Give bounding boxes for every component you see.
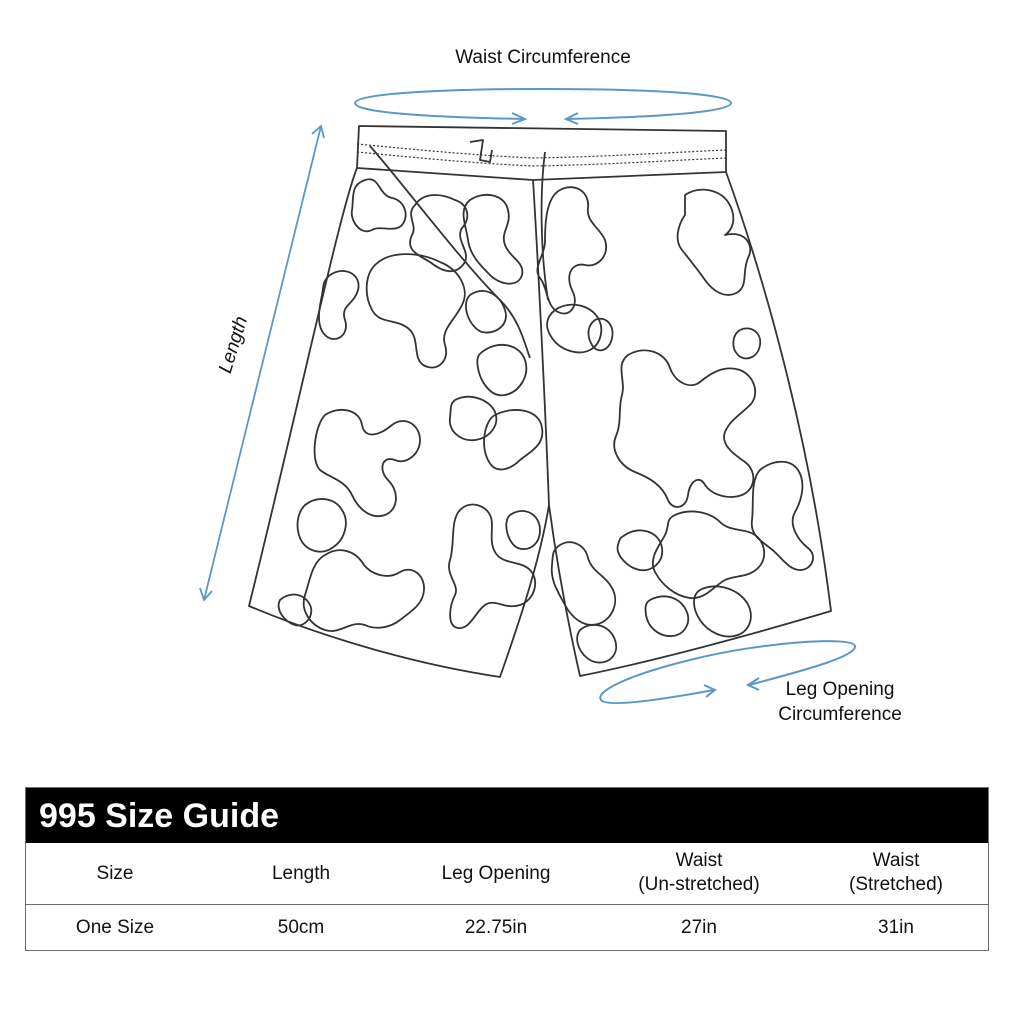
column-header-waist-unstretched-line2: (Un-stretched) <box>638 874 760 895</box>
column-header-waist-unstretched <box>594 843 804 904</box>
length-label: Length <box>215 313 253 376</box>
cell-size: One Size <box>75 917 155 938</box>
leg-opening-label-line2: Circumference <box>778 704 902 725</box>
table-row <box>26 905 988 951</box>
column-header-waist-unstretched-line1: Waist <box>675 850 723 871</box>
column-header-leg-opening: Leg Opening <box>441 862 551 884</box>
size-guide-table <box>25 787 989 951</box>
column-header-waist-stretched-line2: (Stretched) <box>849 874 943 895</box>
cell-length: 50cm <box>277 917 325 938</box>
size-guide-title: 995 Size Guide <box>26 788 988 843</box>
table-header-row <box>26 843 988 905</box>
leg-opening-label <box>760 677 920 727</box>
waist-arrow <box>355 89 731 124</box>
leg-opening-label-line1: Leg Opening <box>785 679 895 700</box>
column-header-waist-stretched <box>804 843 988 904</box>
shorts-outline <box>249 126 831 677</box>
column-header-waist-stretched-line1: Waist <box>872 850 920 871</box>
column-header-length: Length <box>271 862 331 884</box>
cell-waist-unstretched: 27in <box>681 917 717 938</box>
cell-leg-opening: 22.75in <box>464 917 528 938</box>
waist-circumference-label: Waist Circumference <box>455 47 631 68</box>
column-header-size: Size <box>96 862 134 884</box>
cell-waist-stretched: 31in <box>878 917 914 938</box>
